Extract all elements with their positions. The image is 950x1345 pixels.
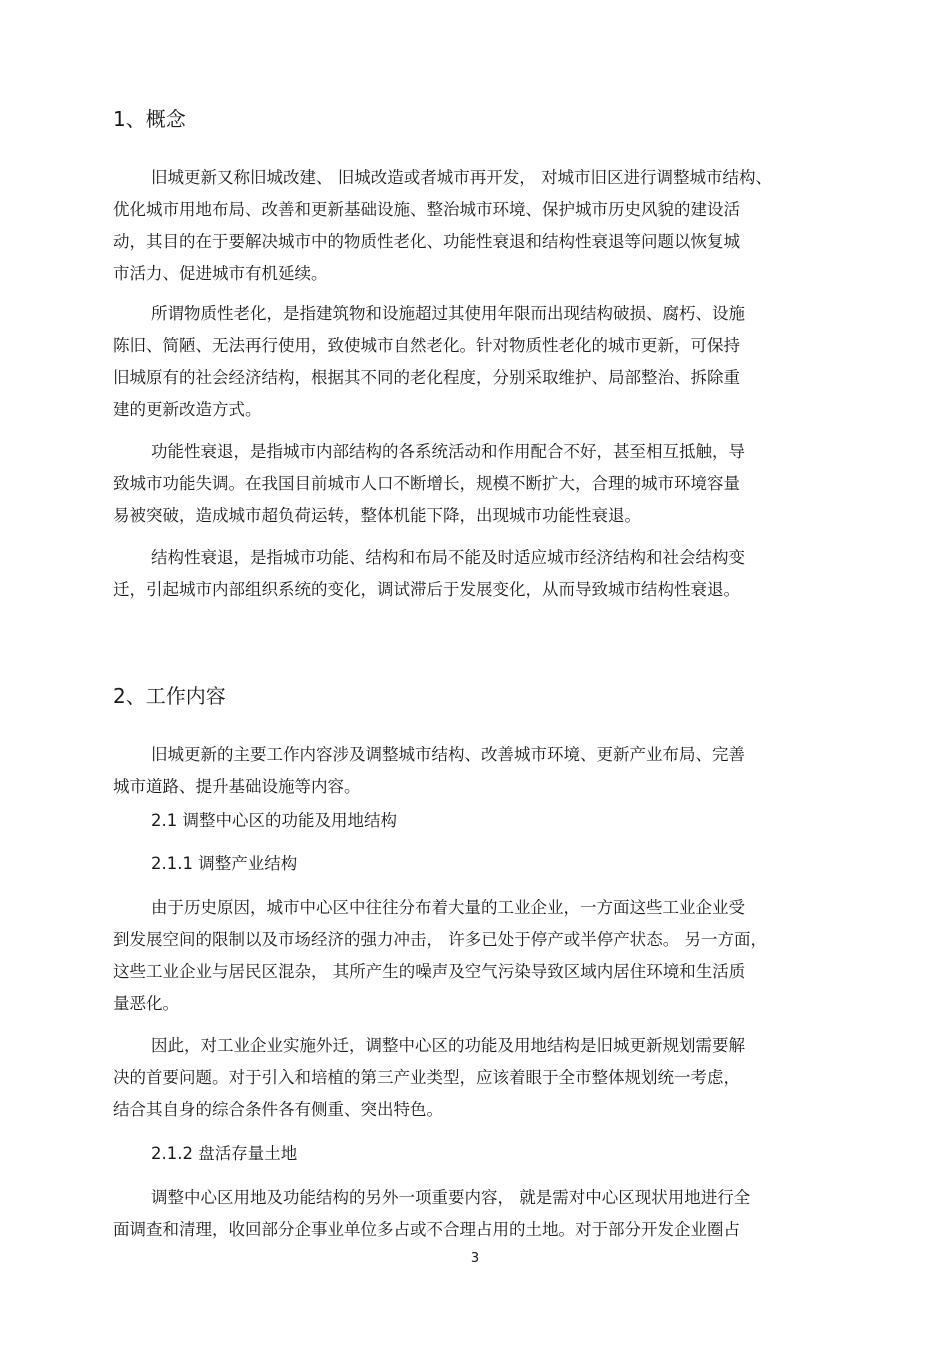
text-line: 调整中心区用地及功能结构的另外一项重要内容， 就是需对中心区现状用地进行全: [151, 1188, 751, 1207]
subsection-2-1-1-heading: 2.1.1 调整产业结构: [151, 854, 298, 873]
page-number: 3: [470, 1251, 480, 1266]
text-line: 到发展空间的限制以及市场经济的强力冲击， 许多已处于停产或半停产状态。 另一方面，: [113, 930, 767, 949]
text-line: 致城市功能失调。在我国目前城市人口不断增长，规模不断扩大，合理的城市环境容量: [113, 474, 740, 493]
text-line: 陈旧、简陋、无法再行使用，致使城市自然老化。针对物质性老化的城市更新，可保持: [113, 336, 740, 355]
section-2-paragraph-4: [113, 1182, 833, 1246]
text-line: 结构性衰退，是指城市功能、结构和布局不能及时适应城市经济结构和社会结构变: [151, 548, 745, 567]
section-1-paragraph-4: [113, 542, 833, 606]
section-2-heading: 2、工作内容: [113, 684, 226, 708]
text-line: 旧城更新的主要工作内容涉及调整城市结构、改善城市环境、更新产业布局、完善: [151, 745, 745, 764]
text-line: 旧城原有的社会经济结构，根据其不同的老化程度，分别采取维护、局部整治、拆除重: [113, 368, 740, 387]
text-line: 这些工业企业与居民区混杂， 其所产生的噪声及空气污染导致区域内居住环境和生活质: [113, 962, 746, 981]
text-line: 因此，对工业企业实施外迁，调整中心区的功能及用地结构是旧城更新规划需要解: [151, 1036, 745, 1055]
text-line: 所谓物质性老化，是指建筑物和设施超过其使用年限而出现结构破损、腐朽、设施: [151, 304, 745, 323]
section-1-paragraph-3: [113, 436, 833, 532]
section-1-heading: 1、概念: [113, 107, 186, 131]
subsection-2-1-2-heading: 2.1.2 盘活存量土地: [151, 1144, 298, 1163]
text-line: 量恶化。: [113, 994, 179, 1013]
text-line: 旧城更新又称旧城改建、 旧城改造或者城市再开发， 对城市旧区进行调整城市结构、: [151, 168, 772, 187]
text-line: 决的首要问题。对于引入和培植的第三产业类型，应该着眼于全市整体规划统一考虑，: [113, 1068, 740, 1087]
text-line: 动，其目的在于要解决城市中的物质性老化、功能性衰退和结构性衰退等问题以恢复城: [113, 232, 740, 251]
text-line: 功能性衰退，是指城市内部结构的各系统活动和作用配合不好，甚至相互抵触，导: [151, 442, 745, 461]
text-line: 由于历史原因，城市中心区中往往分布着大量的工业企业，一方面这些工业企业受: [151, 898, 745, 917]
section-1-paragraph-2: [113, 298, 833, 426]
text-line: 结合其自身的综合条件各有侧重、突出特色。: [113, 1100, 443, 1119]
text-line: 市活力、促进城市有机延续。: [113, 264, 328, 283]
text-line: 易被突破，造成城市超负荷运转，整体机能下降，出现城市功能性衰退。: [113, 506, 641, 525]
text-line: 迁，引起城市内部组织系统的变化，调试滞后于发展变化，从而导致城市结构性衰退。: [113, 580, 740, 599]
text-line: 建的更新改造方式。: [113, 400, 262, 419]
text-line: 优化城市用地布局、改善和更新基础设施、整治城市环境、保护城市历史风貌的建设活: [113, 200, 740, 219]
section-2-paragraph-3: [113, 1030, 833, 1126]
text-line: 城市道路、提升基础设施等内容。: [113, 777, 361, 796]
section-2-paragraph-1: [113, 739, 833, 803]
subsection-2-1-heading: 2.1 调整中心区的功能及用地结构: [151, 811, 397, 830]
section-1-paragraph-1: [113, 162, 833, 290]
text-line: 面调查和清理，收回部分企事业单位多占或不合理占用的土地。对于部分开发企业圈占: [113, 1220, 740, 1239]
section-2-paragraph-2: [113, 892, 833, 1020]
